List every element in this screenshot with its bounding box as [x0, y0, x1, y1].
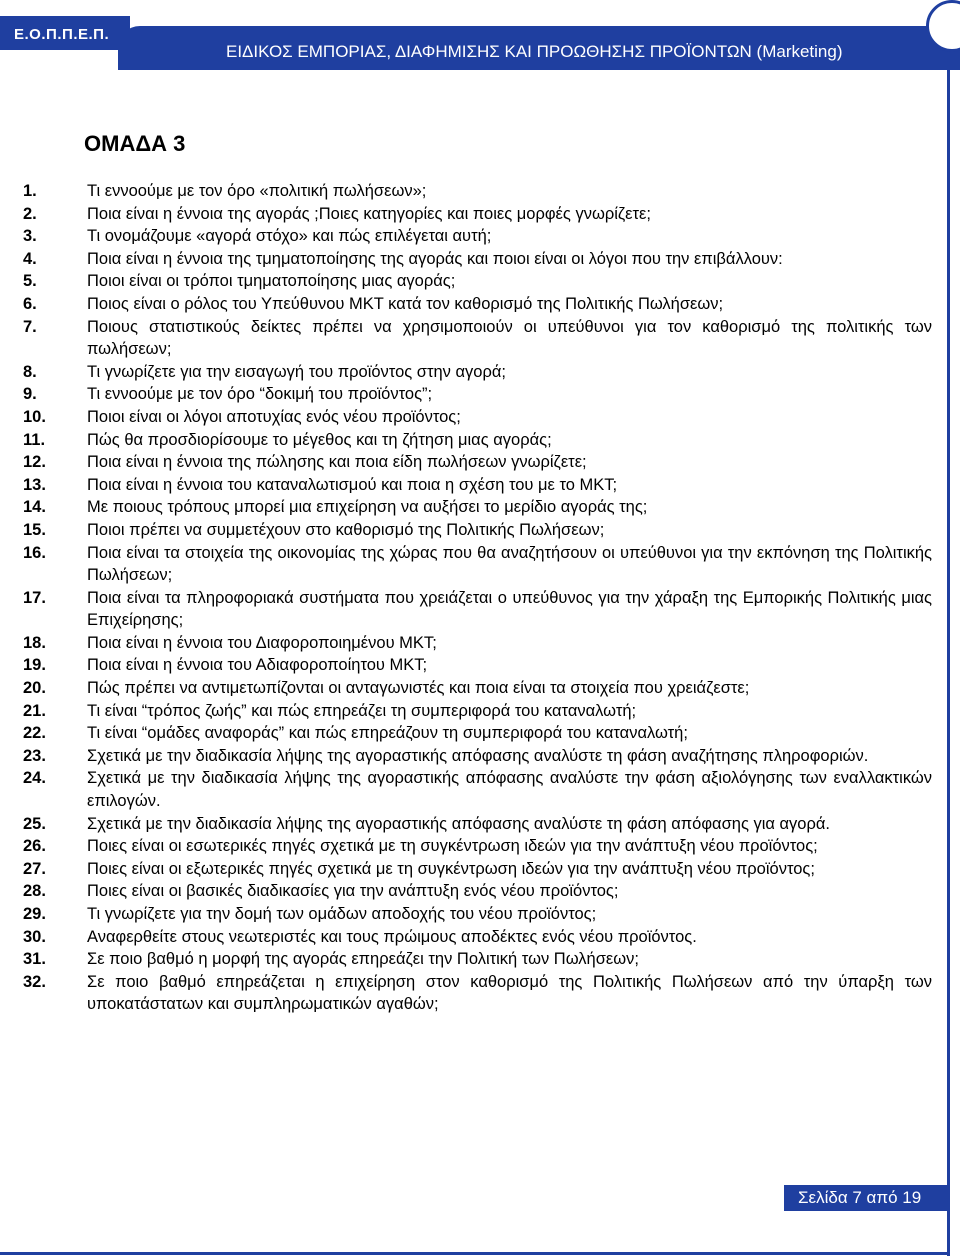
question-item — [0, 429, 932, 452]
question-number: 32. — [23, 972, 46, 991]
question-number: 27. — [23, 859, 46, 878]
question-number: 17. — [23, 588, 46, 607]
question-item — [0, 451, 932, 474]
question-item — [0, 767, 932, 812]
question-item — [0, 316, 932, 361]
question-item — [0, 474, 932, 497]
question-number: 28. — [23, 882, 46, 901]
header-org-tab — [0, 16, 130, 50]
page-title: ΟΜΑΔΑ 3 — [84, 131, 186, 156]
question-item — [0, 587, 932, 632]
question-text: Ποιες είναι οι βασικές διαδικασίες για την ανάπτυξη ενός νέου προϊόντος; — [87, 882, 619, 901]
question-item — [0, 542, 932, 587]
question-number: 4. — [23, 249, 37, 268]
question-number: 5. — [23, 272, 37, 291]
question-number: 6. — [23, 294, 37, 313]
question-text: Ποια είναι η έννοια του καταναλωτισμού και ποια η σχέση του με το ΜΚΤ; — [87, 475, 618, 494]
question-text: Σχετικά με την διαδικασία λήψης της αγοραστικής απόφασης αναλύστε τη φάση αναζήτησης πληροφοριών. — [87, 746, 869, 765]
question-text: Πώς πρέπει να αντιμετωπίζονται οι ανταγωνιστές και ποια είναι τα στοιχεία που χρειάζεστε; — [87, 679, 750, 698]
question-number: 8. — [23, 362, 37, 381]
question-text: Τι είναι “τρόπος ζωής” και πώς επηρεάζει τη συμπεριφορά του καταναλωτή; — [87, 701, 637, 720]
question-number: 7. — [23, 317, 37, 336]
question-text: Ποια είναι η έννοια του Διαφοροποιημένου ΜΚΤ; — [87, 633, 437, 652]
question-item — [0, 270, 932, 293]
question-number: 31. — [23, 950, 46, 969]
question-item — [0, 225, 932, 248]
question-text: Τι εννοούμε με τον όρο “δοκιμή του προϊόντος”; — [87, 385, 433, 404]
question-text: Ποια είναι η έννοια της πώλησης και ποια είδη πωλήσεων γνωρίζετε; — [87, 453, 587, 472]
question-number: 9. — [23, 385, 37, 404]
header-specialty-title: ΕΙΔΙΚΟΣ ΕΜΠΟΡΙΑΣ, ΔΙΑΦΗΜΙΣΗΣ ΚΑΙ ΠΡΟΩΘΗΣΗΣ ΠΡΟΪΟΝΤΩΝ (Marketing) — [226, 42, 843, 61]
question-item — [0, 813, 932, 836]
footer-page-badge — [784, 1185, 947, 1211]
question-text: Ποιος είναι ο ρόλος του Υπεύθυνου ΜΚΤ κατά τον καθορισμό της Πολιτικής Πωλήσεων; — [87, 294, 724, 313]
page-number-label: Σελίδα 7 από 19 — [798, 1188, 922, 1207]
question-item — [0, 745, 932, 768]
question-text: Ποιοι είναι οι λόγοι αποτυχίας ενός νέου προϊόντος; — [87, 407, 461, 426]
question-number: 3. — [23, 227, 37, 246]
question-number: 1. — [23, 182, 37, 200]
question-text: Ποια είναι η έννοια της αγοράς ;Ποιες κατηγορίες και ποιες μορφές γνωρίζετε; — [87, 204, 651, 223]
question-item — [0, 361, 932, 384]
question-text: Σε ποιο βαθμό επηρεάζεται η επιχείρηση στον καθορισμό της Πολιτικής Πωλήσεων από την ύπαρξη των υποκατάστατων και συμπληρωματικών αγαθών; — [87, 972, 932, 1014]
question-text: Σχετικά με την διαδικασία λήψης της αγοραστικής απόφασης αναλύστε την φάση αξιολόγησης των εναλλακτικών επιλογών. — [87, 769, 932, 811]
question-item — [0, 948, 932, 971]
question-list — [0, 180, 932, 1016]
question-number: 25. — [23, 814, 46, 833]
question-number: 12. — [23, 453, 46, 472]
question-number: 13. — [23, 475, 46, 494]
question-item — [0, 858, 932, 881]
question-text: Ποιους στατιστικούς δείκτες πρέπει να χρησιμοποιούν οι υπεύθυνοι για τον καθορισμό της πολιτικής των πωλήσεων; — [87, 317, 932, 359]
question-text: Τι γνωρίζετε για την εισαγωγή του προϊόντος στην αγορά; — [87, 362, 506, 381]
right-border-line — [947, 66, 950, 1256]
header-banner — [118, 26, 960, 70]
question-item — [0, 383, 932, 406]
question-item — [0, 654, 932, 677]
question-item — [0, 203, 932, 226]
question-item — [0, 248, 932, 271]
question-number: 24. — [23, 769, 46, 788]
question-text: Ποια είναι η έννοια του Αδιαφοροποίητου ΜΚΤ; — [87, 656, 428, 675]
question-item — [0, 903, 932, 926]
question-text: Τι γνωρίζετε για την δομή των ομάδων αποδοχής του νέου προϊόντος; — [87, 905, 597, 923]
question-number: 10. — [23, 407, 46, 426]
question-item — [0, 722, 932, 745]
question-item — [0, 700, 932, 723]
question-item — [0, 293, 932, 316]
question-text: Πώς θα προσδιορίσουμε το μέγεθος και τη ζήτηση μιας αγοράς; — [87, 430, 552, 449]
header-org-label: Ε.Ο.Π.Π.Ε.Π. — [14, 26, 110, 43]
question-text: Ποια είναι η έννοια της τμηματοποίησης της αγοράς και ποιοι είναι οι λόγοι που την επιβάλλουν: — [87, 249, 783, 268]
question-text: Ποια είναι τα στοιχεία της οικονομίας της χώρας που θα αναζητήσουν οι υπεύθυνοι για την εκπόνηση της Πολιτικής Πωλήσεων; — [87, 543, 932, 585]
question-item — [0, 496, 932, 519]
question-text: Τι ονομάζουμε «αγορά στόχο» και πώς επιλέγεται αυτή; — [87, 227, 492, 246]
bottom-border-line — [0, 1252, 950, 1255]
question-number: 30. — [23, 927, 46, 946]
question-item — [0, 835, 932, 858]
question-text: Με ποιους τρόπους μπορεί μια επιχείρηση να αυξήσει το μερίδιο αγοράς της; — [87, 498, 648, 517]
question-item — [0, 180, 932, 203]
question-number: 21. — [23, 701, 46, 720]
question-item — [0, 926, 932, 949]
question-item — [0, 880, 932, 903]
question-item — [0, 519, 932, 542]
question-item — [0, 406, 932, 429]
question-item — [0, 677, 932, 700]
question-item — [0, 632, 932, 655]
question-number: 11. — [23, 430, 46, 449]
question-number: 18. — [23, 633, 46, 652]
question-number: 19. — [23, 656, 46, 675]
question-text: Σχετικά με την διαδικασία λήψης της αγοραστικής απόφασης αναλύστε τη φάση απόφασης για αγορά. — [87, 814, 830, 833]
question-number: 20. — [23, 679, 46, 698]
question-number: 15. — [23, 520, 46, 539]
question-number: 29. — [23, 905, 46, 923]
question-text: Τι είναι “ομάδες αναφοράς” και πώς επηρεάζουν τη συμπεριφορά του καταναλωτή; — [87, 724, 688, 743]
question-item — [0, 971, 932, 1016]
question-number: 2. — [23, 204, 37, 223]
question-text: Ποιες είναι οι εξωτερικές πηγές σχετικά με τη συγκέντρωση ιδεών για την ανάπτυξη νέου προϊόντος; — [87, 859, 815, 878]
question-number: 23. — [23, 746, 46, 765]
question-text: Ποια είναι τα πληροφοριακά συστήματα που χρειάζεται ο υπεύθυνος για την χάραξη της Εμπορικής Πολιτικής μιας Επιχείρησης; — [87, 588, 932, 630]
question-text: Σε ποιο βαθμό η μορφή της αγοράς επηρεάζει την Πολιτική των Πωλήσεων; — [87, 950, 639, 969]
question-number: 16. — [23, 543, 46, 562]
question-number: 22. — [23, 724, 46, 743]
question-text: Ποιοι πρέπει να συμμετέχουν στο καθορισμό της Πολιτικής Πωλήσεων; — [87, 520, 605, 539]
question-number: 26. — [23, 837, 46, 856]
question-text: Αναφερθείτε στους νεωτεριστές και τους πρώιμους αποδέκτες ενός νέου προϊόντος. — [87, 927, 697, 946]
question-text: Ποιες είναι οι εσωτερικές πηγές σχετικά με τη συγκέντρωση ιδεών για την ανάπτυξη νέου προϊόντος; — [87, 837, 818, 856]
question-number: 14. — [23, 498, 46, 517]
question-text: Ποιοι είναι οι τρόποι τμηματοποίησης μιας αγοράς; — [87, 272, 456, 291]
question-text: Τι εννοούμε με τον όρο «πολιτική πωλήσεων»; — [87, 182, 427, 200]
